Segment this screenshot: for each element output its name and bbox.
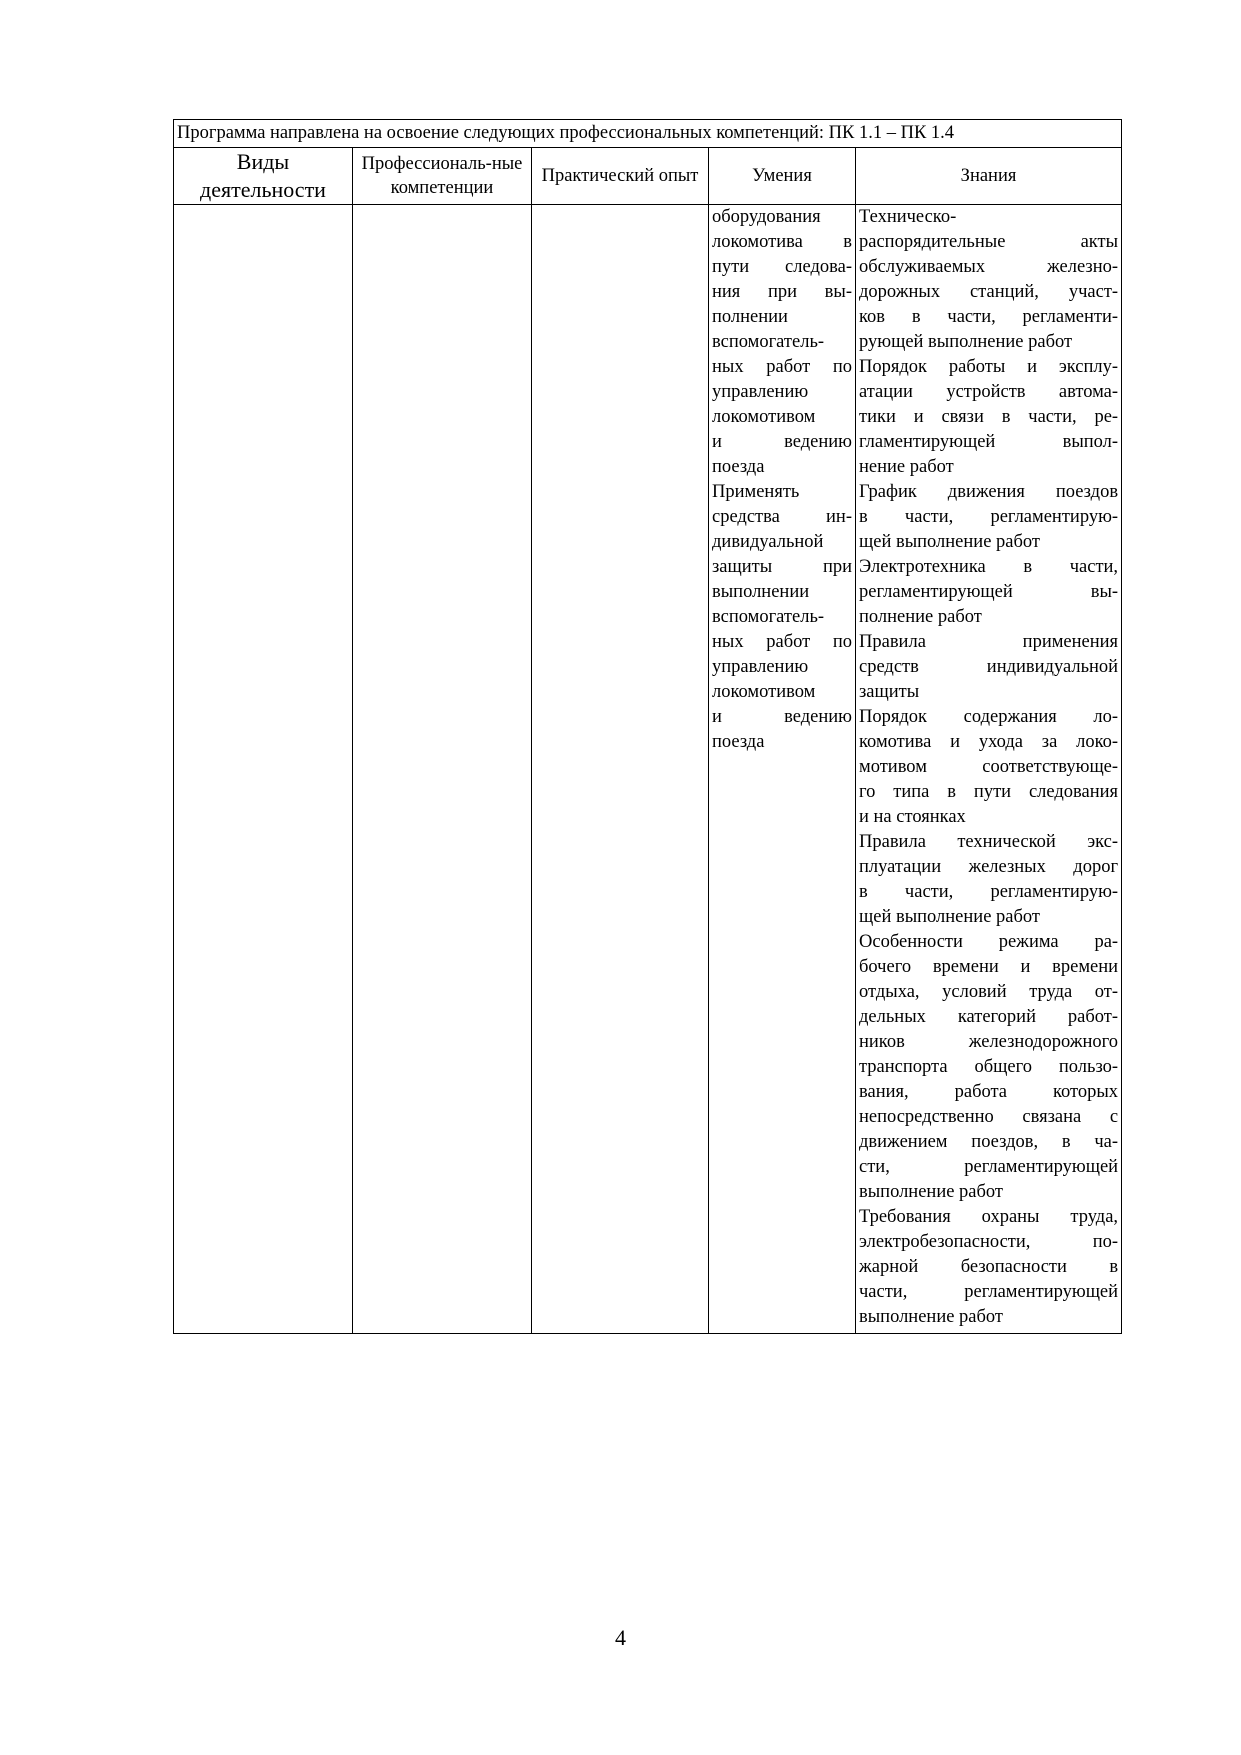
knowledge-line: непосредственно связана с	[859, 1107, 1119, 1127]
cell-competencies	[353, 205, 532, 1334]
header-knowledge: Знания	[856, 148, 1122, 205]
skills-line: защиты при	[712, 557, 852, 577]
skills-line: локомотива в	[712, 232, 852, 252]
knowledge-line: выполнение работ	[859, 1307, 1004, 1327]
table-caption-row	[174, 120, 1122, 148]
skills-line: Применять	[712, 482, 800, 502]
skills-line: локомотивом	[712, 682, 816, 702]
skills-line: пути следова-	[712, 257, 852, 277]
knowledge-line: транспорта общего пользо-	[859, 1057, 1119, 1077]
header-competencies: Профессиональ-ные компетенции	[353, 148, 532, 205]
knowledge-line: сти, регламентирующей	[859, 1157, 1119, 1177]
knowledge-line: жарной безопасности в	[859, 1257, 1119, 1277]
knowledge-line: средств индивидуальной	[859, 657, 1119, 677]
knowledge-line: щей выполнение работ	[859, 907, 1040, 927]
knowledge-line: Особенности режима ра-	[859, 932, 1119, 952]
knowledge-line: Порядок содержания ло-	[859, 707, 1119, 727]
table-row	[174, 205, 1122, 1334]
knowledge-line: гламентирующей выпол-	[859, 432, 1119, 452]
cell-knowledge	[856, 205, 1122, 1334]
cell-activity	[174, 205, 353, 1334]
skills-line: локомотивом	[712, 407, 816, 427]
knowledge-line: распорядительные акты	[859, 232, 1119, 252]
knowledge-line: Техническо-	[859, 207, 957, 227]
knowledge-line: электробезопасности, по-	[859, 1232, 1119, 1252]
knowledge-line: тики и связи в части, ре-	[859, 407, 1119, 427]
knowledge-line: дельных категорий работ-	[859, 1007, 1119, 1027]
knowledge-line: Правила технической экс-	[859, 832, 1119, 852]
skills-line: ных работ по	[712, 632, 852, 652]
skills-line: поезда	[712, 732, 765, 752]
skills-line: полнении	[712, 307, 788, 327]
knowledge-line: дорожных станций, участ-	[859, 282, 1119, 302]
knowledge-line: и на стоянках	[859, 807, 966, 827]
skills-line: управлению	[712, 657, 809, 677]
knowledge-line: Порядок работы и эксплу-	[859, 357, 1119, 377]
skills-line: и ведению	[712, 432, 852, 452]
knowledge-line: отдыха, условий труда от-	[859, 982, 1119, 1002]
knowledge-line: защиты	[859, 682, 920, 702]
knowledge-line: в части, регламентирую-	[859, 507, 1119, 527]
table-header-row	[174, 148, 1122, 205]
skills-line: и ведению	[712, 707, 852, 727]
knowledge-line: обслуживаемых железно-	[859, 257, 1119, 277]
skills-line: средства ин-	[712, 507, 852, 527]
table-caption: Программа направлена на освоение следующих профессиональных компетенций: ПК 1.1 – ПК 1.4	[174, 120, 1122, 148]
knowledge-line: регламентирующей вы-	[859, 582, 1119, 602]
knowledge-line: комотива и ухода за локо-	[859, 732, 1119, 752]
knowledge-line: выполнение работ	[859, 1182, 1004, 1202]
skills-line: дивидуальной	[712, 532, 824, 552]
knowledge-line: График движения поездов	[859, 482, 1119, 502]
knowledge-line: ков в части, регламенти-	[859, 307, 1119, 327]
skills-line: управлению	[712, 382, 809, 402]
skills-line: выполнении	[712, 582, 810, 602]
knowledge-line: плуатации железных дорог	[859, 857, 1119, 877]
page-number: 4	[615, 1625, 626, 1650]
knowledge-line: атации устройств автома-	[859, 382, 1119, 402]
knowledge-line: полнение работ	[859, 607, 982, 627]
knowledge-line: вания, работа которых	[859, 1082, 1119, 1102]
knowledge-line: щей выполнение работ	[859, 532, 1040, 552]
knowledge-line: Электротехника в части,	[859, 557, 1119, 577]
knowledge-line: мотивом соответствующе-	[859, 757, 1119, 777]
knowledge-line: нение работ	[859, 457, 954, 477]
knowledge-line: части, регламентирующей	[859, 1282, 1119, 1302]
header-activity: Виды деятельности	[174, 148, 353, 205]
knowledge-line: го типа в пути следования	[859, 782, 1119, 802]
cell-skills	[709, 205, 856, 1334]
skills-line: ния при вы-	[712, 282, 852, 302]
competencies-table	[173, 119, 1122, 1334]
skills-line: ных работ по	[712, 357, 852, 377]
skills-line: поезда	[712, 457, 765, 477]
knowledge-line: Требования охраны труда,	[859, 1207, 1119, 1227]
knowledge-line: Правила применения	[859, 632, 1119, 652]
cell-experience	[532, 205, 709, 1334]
knowledge-line: ников железнодорожного	[859, 1032, 1119, 1052]
knowledge-line: бочего времени и времени	[859, 957, 1119, 977]
knowledge-line: рующей выполнение работ	[859, 332, 1073, 352]
skills-line: оборудования	[712, 207, 821, 227]
knowledge-line: движением поездов, в ча-	[859, 1132, 1119, 1152]
header-skills: Умения	[709, 148, 856, 205]
skills-line: вспомогатель-	[712, 332, 825, 352]
skills-line: вспомогатель-	[712, 607, 825, 627]
knowledge-line: в части, регламентирую-	[859, 882, 1119, 902]
header-experience: Практический опыт	[532, 148, 709, 205]
